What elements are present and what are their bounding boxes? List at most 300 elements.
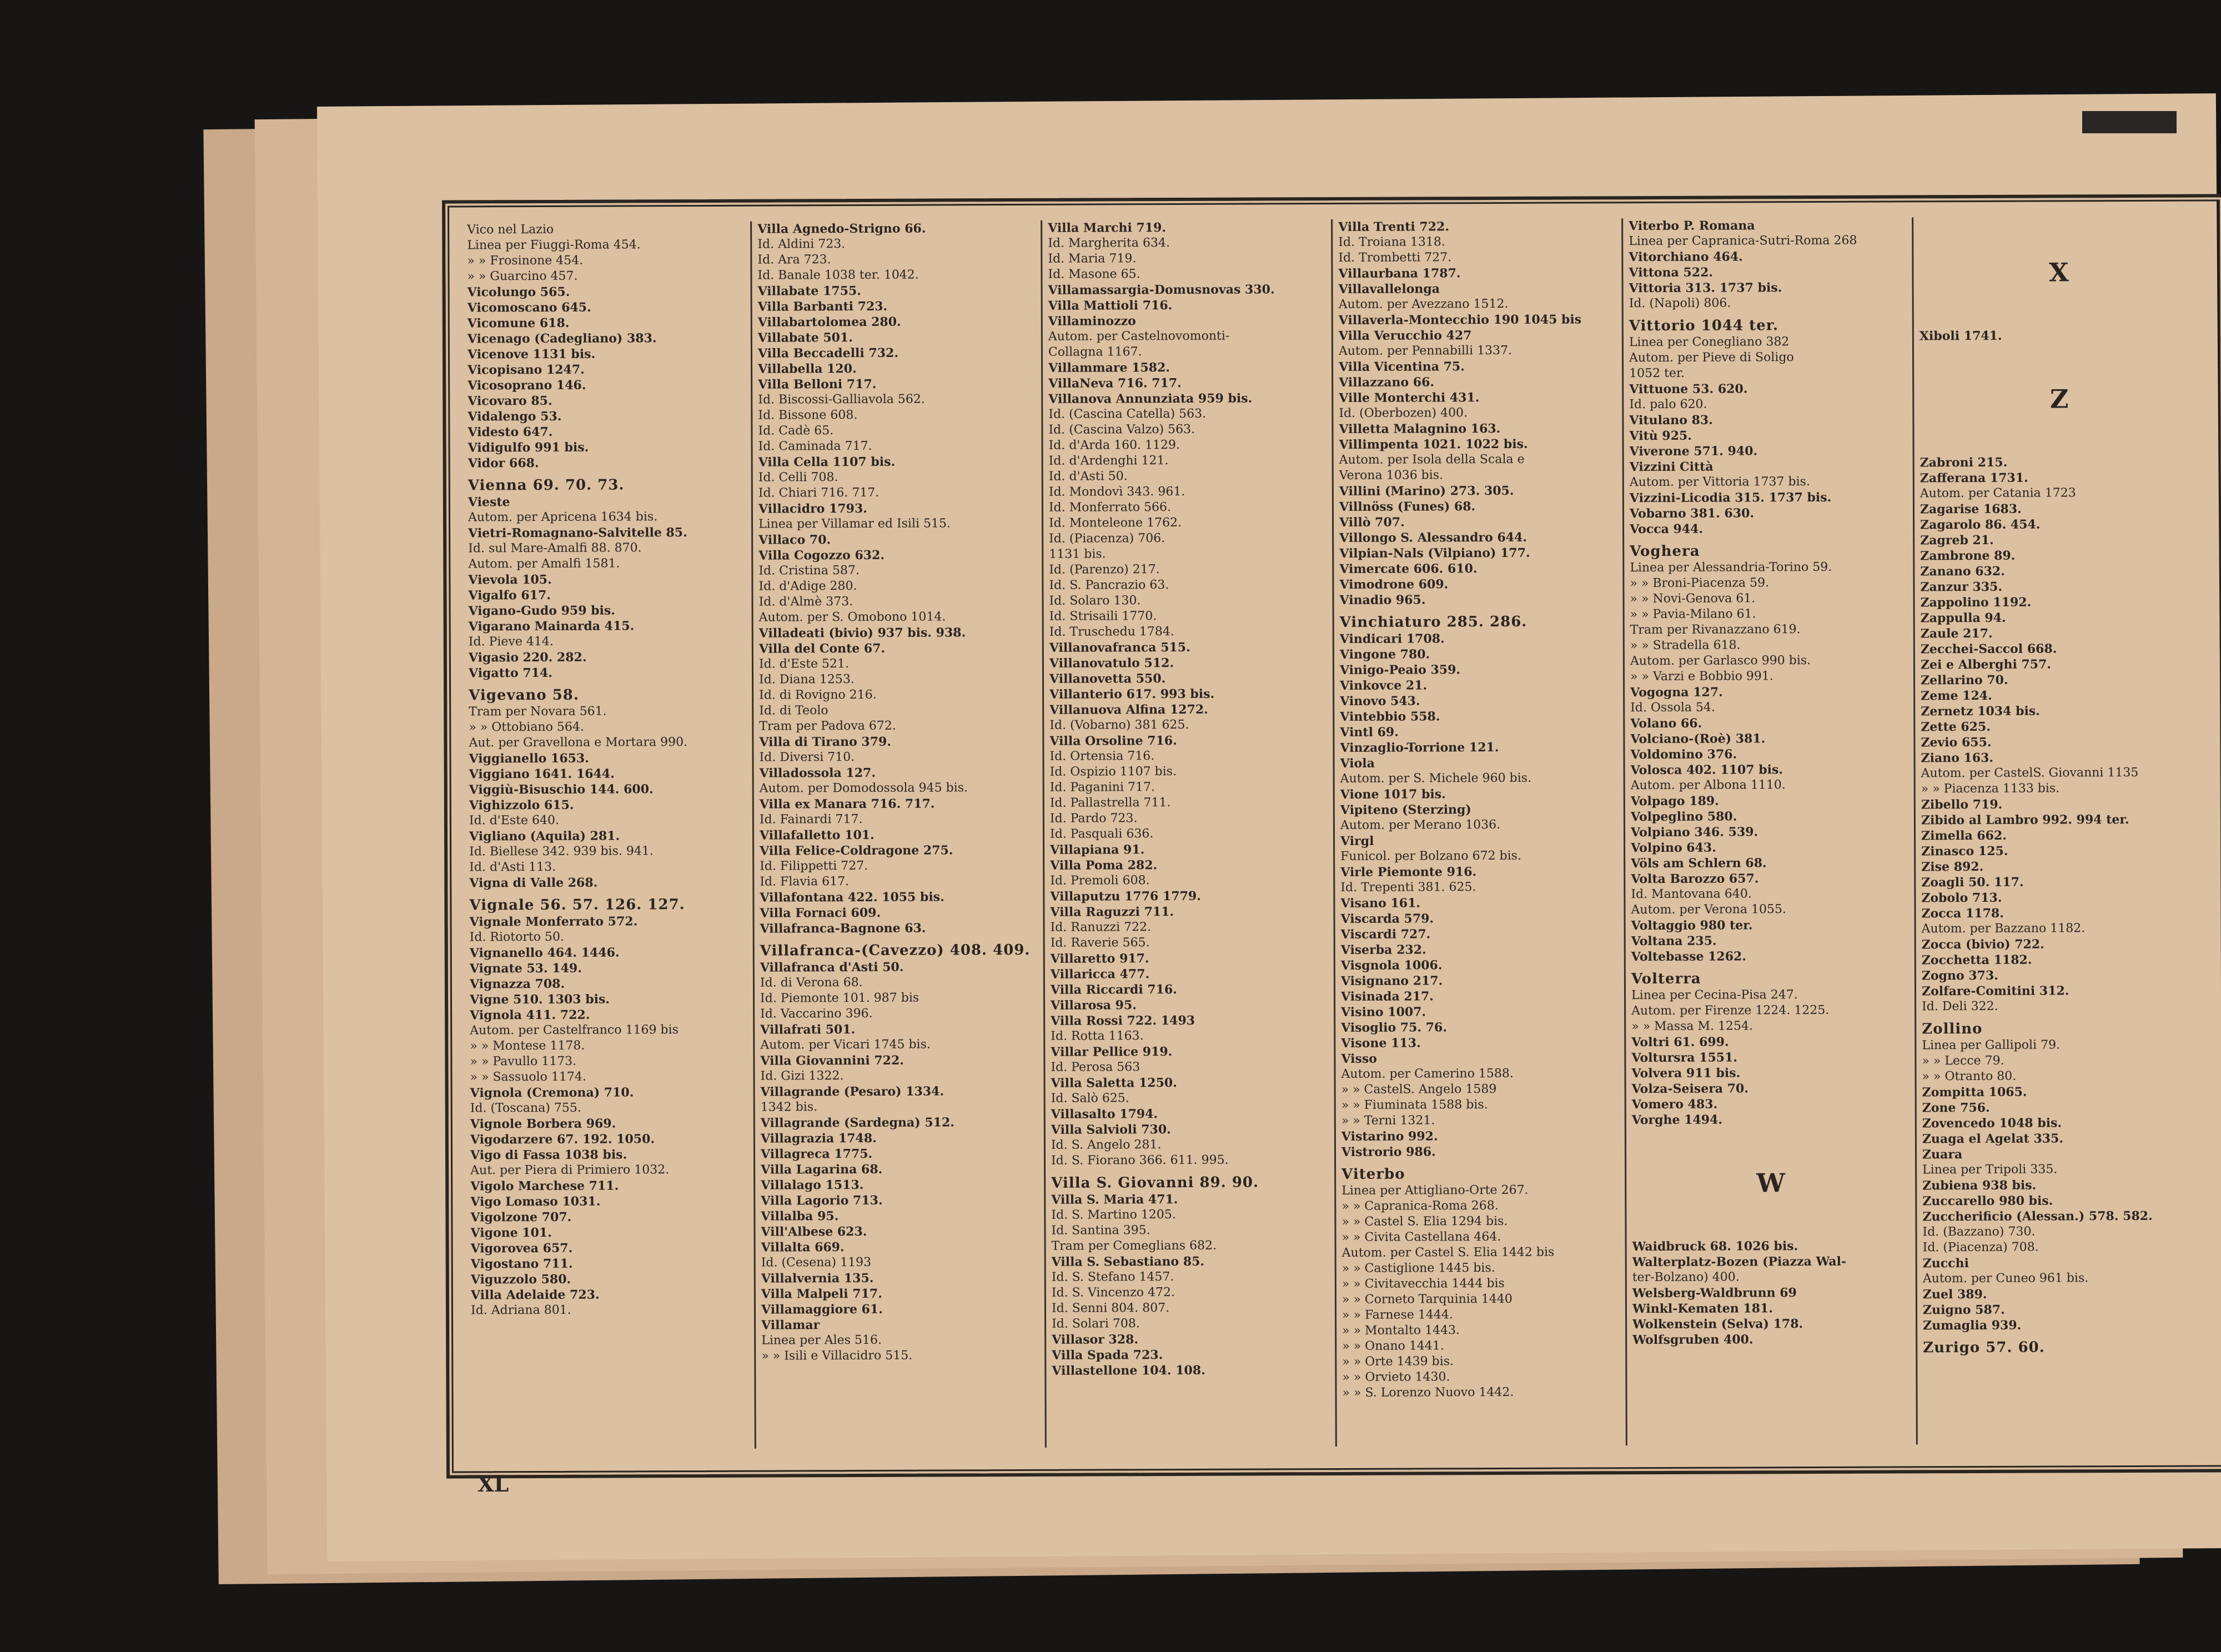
index-entry: Villa Giovannini 722.	[760, 1053, 904, 1068]
index-entry: Id. (Oberbozen) 400.	[1339, 406, 1468, 420]
index-entry: Villamassargia-Domusnovas 330.	[1048, 282, 1275, 298]
index-entry: » » Pavullo 1173.	[470, 1054, 577, 1069]
index-entry: Villanova Annunziata 959 bis.	[1048, 391, 1253, 406]
index-entry: » » Castiglione 1445 bis.	[1341, 1261, 1495, 1276]
index-entry: Autom. per Cuneo 961 bis.	[1922, 1271, 2089, 1286]
index-heading: Vienna 69. 70. 73.	[468, 476, 625, 494]
index-entry: Id. (Piacenza) 708.	[1922, 1240, 2039, 1255]
index-entry: Villaretto 917.	[1050, 951, 1149, 966]
index-entry: Vogogna 127.	[1630, 685, 1723, 700]
index-entry: Villa Trenti 722.	[1338, 219, 1450, 234]
page-number: XL	[478, 1472, 509, 1497]
index-entry: Autom. per Vicari 1745 bis.	[760, 1037, 931, 1052]
index-entry: Visgnola 1006.	[1340, 958, 1443, 973]
index-entry: Villanovafranca 515.	[1049, 640, 1190, 655]
index-entry: Vill'Albese 623.	[761, 1224, 867, 1239]
index-entry: Vigatto 714.	[468, 665, 552, 681]
index-entry: Volpeglino 580.	[1630, 809, 1737, 825]
index-entry: Zibido al Lambro 992. 994 ter.	[1921, 812, 2129, 828]
index-entry: Vignola 411. 722.	[470, 1007, 590, 1023]
index-entry: Vipiteno (Sterzing)	[1340, 802, 1471, 817]
index-entry: Vitù 925.	[1629, 428, 1692, 444]
index-entry: Villaputzu 1776 1779.	[1050, 888, 1201, 904]
index-entry: Id. Ranuzzi 722.	[1050, 920, 1152, 935]
index-entry: Vignate 53. 149.	[469, 961, 582, 976]
index-entry: » » Fiuminata 1588 bis.	[1341, 1098, 1488, 1112]
index-entry: Id. Masone 65.	[1048, 267, 1140, 282]
index-entry: » » Sassuolo 1174.	[470, 1069, 586, 1084]
index-entry: Volano 66.	[1630, 716, 1702, 731]
index-entry: Autom. per S. Michele 960 bis.	[1340, 771, 1532, 786]
index-entry: Voltursra 1551.	[1631, 1050, 1738, 1066]
index-entry: Villa Spada 723.	[1052, 1348, 1163, 1363]
index-entry: Id. Deli 322.	[1922, 999, 1998, 1014]
index-entry: Id. d'Almè 373.	[758, 595, 853, 609]
index-entry: Villa Salvioli 730.	[1051, 1122, 1171, 1137]
index-entry: Vintebbio 558.	[1340, 709, 1440, 724]
index-entry: Villa Adelaide 723.	[470, 1287, 600, 1303]
index-entry: Villapiana 91.	[1050, 842, 1145, 857]
index-entry: » » Isili e Villacidro 515.	[761, 1348, 913, 1363]
index-entry: Villadossola 127.	[759, 765, 876, 781]
index-entry: Vimodrone 609.	[1339, 577, 1449, 592]
index-entry: Id. Adriana 801.	[470, 1303, 571, 1318]
index-entry: Autom. per Pieve di Soligo	[1629, 350, 1794, 365]
index-entry: Id. (Cesena) 1193	[761, 1255, 872, 1270]
index-entry: Id. palo 620.	[1629, 397, 1707, 412]
index-entry: Id. Aldini 723.	[757, 237, 846, 252]
index-entry: Villammare 1582.	[1048, 360, 1170, 375]
index-entry: Vigliano (Aquila) 281.	[469, 828, 620, 844]
index-entry: Aut. per Gravellona e Mortara 990.	[469, 735, 688, 750]
index-entry: Id. Monteleone 1762.	[1049, 515, 1182, 530]
index-entry: Id. Mantovana 640.	[1631, 887, 1752, 902]
index-entry: Vicosoprano 146.	[468, 378, 586, 393]
index-entry: Welsberg-Waldbrunn 69	[1632, 1286, 1797, 1301]
index-entry: Linea per Alessandria-Torino 59.	[1630, 560, 1832, 575]
index-entry: Zuel 389.	[1922, 1287, 1987, 1302]
index-entry: Id. di Teolo	[759, 704, 828, 718]
index-entry: » » Massa M. 1254.	[1631, 1019, 1753, 1034]
index-entry: Viggiù-Bisuschio 144. 600.	[469, 782, 654, 797]
index-entry: Id. (Parenzo) 217.	[1049, 563, 1160, 577]
index-entry: Id. Salò 625.	[1051, 1091, 1129, 1106]
index-entry: Völs am Schlern 68.	[1631, 856, 1767, 871]
index-entry: Id. Ara 723.	[757, 253, 831, 267]
index-entry: Id. Pasquali 636.	[1049, 827, 1154, 841]
index-entry: Volpino 643.	[1631, 840, 1716, 856]
index-heading: Vittorio 1044 ter.	[1629, 317, 1779, 335]
index-entry: Id. d'Asti 113.	[469, 860, 556, 875]
index-entry: Id. Diana 1253.	[758, 672, 855, 687]
index-entry: Id. di Rovigno 216.	[759, 687, 877, 702]
index-entry: Zafferana 1731.	[1919, 470, 2028, 486]
index-entry: » » Civita Castellana 464.	[1341, 1229, 1501, 1244]
index-entry: Id. d'Asti 50.	[1048, 469, 1128, 484]
index-entry: Id. Gizi 1322.	[760, 1069, 844, 1083]
index-entry: » » Montalto 1443.	[1342, 1323, 1460, 1338]
index-entry: Villadeati (bivio) 937 bis. 938.	[758, 625, 966, 641]
index-entry: Tram per Comeglians 682.	[1051, 1238, 1217, 1253]
index-entry: » » Ottobiano 564.	[469, 720, 584, 735]
index-entry: Zanzur 335.	[1920, 579, 2003, 595]
index-entry: » » Farnese 1444.	[1341, 1308, 1453, 1322]
index-heading: Viterbo	[1341, 1166, 1405, 1183]
index-heading: Voghera	[1630, 543, 1700, 560]
index-entry: Id. d'Ardenghi 121.	[1048, 454, 1169, 468]
index-entry: Villnöss (Funes) 68.	[1339, 499, 1476, 514]
index-entry: Villarosa 95.	[1051, 998, 1137, 1013]
index-entry: Vigne 510. 1303 bis.	[469, 992, 610, 1007]
index-entry: Id. Vaccarino 396.	[760, 1006, 873, 1021]
index-entry: Villanterio 617. 993 bis.	[1049, 686, 1215, 702]
index-entry: Villa Fornaci 609.	[760, 905, 881, 921]
index-entry: Id. Biellese 342. 939 bis. 941.	[469, 844, 654, 859]
index-entry: Villastellone 104. 108.	[1052, 1363, 1205, 1378]
index-entry: Zambrone 89.	[1920, 548, 2016, 564]
index-entry: Vocca 944.	[1630, 521, 1704, 537]
index-entry: Zagarolo 86. 454.	[1920, 517, 2041, 533]
index-entry: Villafalletto 101.	[759, 827, 875, 843]
index-entry: Voltaggio 980 ter.	[1631, 918, 1753, 933]
index-entry: Vingone 780.	[1339, 647, 1430, 662]
index-entry: Id. Cadè 65.	[758, 424, 834, 438]
index-entry: Villa Riccardi 716.	[1050, 982, 1177, 997]
index-entry: Villini (Marino) 273. 305.	[1339, 483, 1514, 499]
index-entry: Ville Monterchi 431.	[1339, 390, 1480, 405]
index-entry: Id. Filippetti 727.	[760, 858, 868, 873]
index-entry: Villa S. Maria 471.	[1051, 1192, 1178, 1207]
index-heading: Vinchiaturo 285. 286.	[1339, 613, 1527, 631]
index-entry: » » Frosinone 454.	[467, 253, 584, 268]
index-entry: Visone 113.	[1341, 1036, 1421, 1051]
index-heading: Volterra	[1631, 970, 1701, 988]
index-entry: Villa Orsoline 716.	[1049, 733, 1177, 749]
index-entry: Id. Riotorto 50.	[469, 930, 564, 945]
index-entry: Villa ex Manara 716. 717.	[759, 796, 935, 812]
index-columns	[461, 217, 2209, 1450]
index-column-5	[1623, 217, 1918, 1445]
index-entry: Autom. per S. Omobono 1014.	[758, 610, 946, 625]
index-entry: Villa Malpeli 717.	[761, 1286, 882, 1302]
index-entry: Viguzzolo 580.	[470, 1272, 571, 1287]
index-entry: Villa Barbanti 723.	[757, 299, 888, 314]
index-entry: Villalta 669.	[761, 1240, 845, 1255]
index-heading: Vigevano 58.	[469, 686, 579, 704]
index-entry: Vobarno 381. 630.	[1629, 506, 1755, 521]
index-entry: Villa Rossi 722. 1493	[1051, 1013, 1195, 1028]
index-entry: Visino 1007.	[1341, 1005, 1426, 1020]
index-entry: Id. S. Martino 1205.	[1051, 1208, 1176, 1222]
index-entry: Voldomino 376.	[1630, 747, 1737, 762]
index-entry: Autom. per CastelS. Giovanni 1135	[1921, 765, 2139, 781]
index-entry: Volpago 189.	[1630, 794, 1719, 809]
index-entry: Zibello 719.	[1921, 797, 2003, 812]
index-entry: Voltri 61. 699.	[1631, 1035, 1729, 1050]
index-entry: Id. S. Pancrazio 63.	[1049, 578, 1169, 592]
index-entry: Autom. per Isola della Scala e	[1339, 452, 1525, 467]
index-entry: Villa Raguzzi 711.	[1050, 905, 1174, 920]
index-entry: Villaverla-Montecchio 190 1045 bis	[1338, 312, 1582, 328]
index-entry: Vico nel Lazio	[467, 222, 554, 237]
index-entry: Viserba 232.	[1340, 942, 1426, 957]
index-entry: Id. d'Este 640.	[469, 813, 560, 828]
index-entry: Vignazza 708.	[469, 976, 565, 992]
index-entry: Id. (Piacenza) 706.	[1049, 531, 1165, 546]
index-entry: Linea per Capranica-Sutri-Roma 268	[1629, 233, 1857, 249]
index-entry: Autom. per Castel S. Elia 1442 bis	[1341, 1245, 1555, 1260]
index-entry: Id. Fainardi 717.	[759, 812, 863, 827]
index-entry: Zecchei-Saccol 668.	[1920, 641, 2057, 657]
index-entry: Zette 625.	[1921, 719, 1991, 735]
index-entry: Id. Monferrato 566.	[1048, 500, 1172, 515]
index-entry: Villar Pellice 919.	[1051, 1045, 1173, 1060]
index-entry: » » Pavia-Milano 61.	[1630, 607, 1756, 622]
index-entry: Zise 892.	[1921, 859, 1984, 875]
index-entry: Id. Solaro 130.	[1049, 594, 1141, 608]
index-entry: Villa S. Sebastiano 85.	[1051, 1254, 1205, 1269]
index-entry: Tram per Rivanazzano 619.	[1630, 622, 1801, 637]
index-entry: Id. Piemonte 101. 987 bis	[760, 991, 919, 1006]
index-entry: Id. d'Este 521.	[758, 657, 850, 671]
index-entry: 1342 bis.	[760, 1100, 818, 1114]
index-entry: Zovencedo 1048 bis.	[1922, 1116, 2062, 1131]
index-entry: Virle Piemonte 916.	[1340, 865, 1477, 880]
index-entry: Linea per Cecina-Pisa 247.	[1631, 988, 1798, 1003]
index-entry: Linea per Gallipoli 79.	[1922, 1038, 2061, 1053]
index-entry: Id. d'Arda 160. 1129.	[1048, 438, 1180, 453]
index-entry: Virgl	[1340, 833, 1374, 848]
index-entry: Vighizzolo 615.	[469, 797, 574, 813]
index-entry: Villongo S. Alessandro 644.	[1339, 530, 1527, 545]
index-entry: Id. (Cascina Catella) 563.	[1048, 406, 1207, 421]
index-entry: Zocca (bivio) 722.	[1921, 937, 2044, 952]
index-entry: Autom. per Pennabilli 1337.	[1338, 343, 1513, 358]
index-entry: » » Stradella 618.	[1630, 638, 1741, 653]
index-entry: Villa di Tirano 379.	[759, 734, 892, 750]
index-heading: Zollino	[1922, 1020, 1983, 1038]
index-entry: Vistarino 992.	[1341, 1129, 1438, 1144]
index-entry: Zumaglia 939.	[1923, 1318, 2022, 1333]
index-entry: Zimella 662.	[1921, 828, 2007, 843]
index-entry: Vidor 668.	[468, 456, 539, 471]
index-entry: Vicomoscano 645.	[467, 300, 591, 315]
section-letter: X	[2049, 257, 2069, 288]
index-entry: Walterplatz-Bozen (Piazza Wal-	[1632, 1254, 1847, 1270]
index-entry: Zompitta 1065.	[1922, 1084, 2027, 1100]
index-entry: Villa Lagarina 68.	[761, 1162, 883, 1177]
index-entry: Vigarano Mainarda 415.	[468, 619, 635, 634]
index-entry: Villa Agnedo-Strigno 66.	[757, 221, 926, 237]
index-entry: Id. Pardo 723.	[1049, 811, 1138, 826]
index-entry: Autom. per Merano 1036.	[1340, 817, 1501, 832]
index-entry: Vittuone 53. 620.	[1629, 381, 1748, 397]
index-entry: Zolfare-Comitini 312.	[1921, 983, 2069, 999]
index-entry: Id. Biscossi-Galliavola 562.	[758, 392, 925, 407]
index-entry: Videsto 647.	[468, 424, 553, 440]
index-entry: Vidigulfo 991 bis.	[468, 440, 589, 455]
index-entry: Id. Mondovì 343. 961.	[1048, 484, 1185, 499]
index-entry: Funicol. per Bolzano 672 bis.	[1340, 848, 1521, 863]
index-entry: Villabartolomea 280.	[757, 314, 901, 330]
index-entry: Villalvernia 135.	[761, 1271, 874, 1286]
index-entry: Autom. per Catania 1723	[1919, 486, 2076, 501]
index-entry: Vittoria 313. 1737 bis.	[1629, 280, 1782, 296]
index-entry: » » S. Lorenzo Nuovo 1442.	[1342, 1385, 1514, 1400]
index-entry: Villanuova Alfina 1272.	[1049, 702, 1208, 717]
index-entry: Id. Cristina 587.	[758, 563, 860, 578]
index-entry: Zuaga el Agelat 335.	[1922, 1131, 2064, 1147]
index-entry: Voltebasse 1262.	[1631, 949, 1747, 965]
index-entry: Vietri-Romagnano-Salvitelle 85.	[468, 525, 687, 541]
index-entry: Villasor 328.	[1052, 1332, 1139, 1347]
index-entry: Zaule 217.	[1920, 626, 1993, 641]
index-entry: Id. (Toscana) 755.	[470, 1101, 581, 1116]
index-entry: Villagreca 1775.	[760, 1146, 873, 1162]
index-entry: Villanovatulo 512.	[1049, 656, 1174, 671]
index-column-6	[1913, 217, 2208, 1445]
index-entry: Viola	[1340, 756, 1375, 771]
index-entry: Viscardi 727.	[1340, 927, 1431, 942]
index-heading: Villa S. Giovanni 89. 90.	[1051, 1174, 1259, 1192]
index-entry: Vitorchiano 464.	[1629, 249, 1743, 265]
index-entry: Volvera 911 bis.	[1631, 1066, 1741, 1081]
index-entry: Aut. per Piera di Primiero 1032.	[470, 1163, 670, 1178]
index-entry: Villafontana 422. 1055 bis.	[760, 890, 944, 905]
index-entry: Villalba 95.	[761, 1209, 839, 1224]
index-entry: Vimercate 606. 610.	[1339, 561, 1478, 576]
index-entry: Villaco 70.	[758, 533, 831, 548]
index-entry: Villacidro 1793.	[758, 501, 867, 516]
index-entry: Zuigno 587.	[1922, 1302, 2005, 1318]
index-entry: Vittona 522.	[1629, 265, 1714, 280]
index-entry: Wolfsgruben 400.	[1632, 1332, 1753, 1348]
index-entry: Autom. per Avezzano 1512.	[1338, 297, 1509, 312]
index-entry: Villaminozzo	[1048, 314, 1136, 329]
index-entry: Zellarino 70.	[1921, 672, 2008, 688]
index-entry: Villa Poma 282.	[1050, 858, 1158, 873]
index-entry: Vizzini Città	[1629, 459, 1714, 475]
index-entry: » » Civitavecchia 1444 bis	[1341, 1276, 1505, 1291]
index-entry: Zocca 1178.	[1921, 906, 2004, 921]
index-entry: Zuccherificio (Alessan.) 578. 582.	[1922, 1208, 2153, 1224]
section-letter: Z	[2049, 384, 2069, 414]
index-entry: Vignole Borbera 969.	[470, 1116, 616, 1132]
index-entry: Vione 1017 bis.	[1340, 787, 1446, 802]
index-entry: Zagreb 21.	[1920, 533, 1994, 548]
index-entry: Id. Maria 719.	[1048, 252, 1137, 266]
index-entry: Autom. per Camerino 1588.	[1341, 1066, 1514, 1081]
index-entry: Id. Ortensia 716.	[1049, 749, 1155, 764]
index-entry: Viggianello 1653.	[469, 751, 589, 766]
index-entry: Linea per Villamar ed Isili 515.	[758, 516, 951, 531]
index-entry: Id. Ospizio 1107 bis.	[1049, 764, 1177, 779]
index-entry: Zernetz 1034 bis.	[1921, 704, 2040, 719]
index-entry: Vigone 101.	[470, 1225, 552, 1241]
index-entry: Villa Lagorio 713.	[761, 1193, 883, 1208]
index-entry: Tram per Novara 561.	[469, 704, 607, 719]
index-entry: Villavallelonga	[1338, 282, 1440, 297]
index-entry: Id. Paganini 717.	[1049, 780, 1155, 795]
index-entry: » » Terni 1321.	[1341, 1113, 1435, 1128]
index-entry: » » Novi-Genova 61.	[1630, 591, 1756, 606]
index-entry: Vicenago (Cadegliano) 383.	[467, 331, 657, 347]
index-entry: Id. Senni 804. 807.	[1051, 1301, 1170, 1315]
index-entry: » » Varzi e Bobbio 991.	[1630, 669, 1773, 684]
index-entry: Id. (Bazzano) 730.	[1922, 1224, 2036, 1239]
index-entry: Villazzano 66.	[1339, 375, 1435, 390]
index-entry: Id. (Vobarno) 381 625.	[1049, 717, 1189, 732]
index-entry: Zevio 655.	[1921, 735, 1992, 750]
index-entry: Autom. per Castelfranco 1169 bis	[470, 1023, 679, 1038]
index-entry: Id. Strisaili 1770.	[1049, 609, 1157, 624]
index-entry: Linea per Tripoli 335.	[1922, 1162, 2058, 1177]
index-entry: Villa del Conte 67.	[758, 641, 886, 656]
index-entry: Autom. per Castelnovomonti-	[1048, 329, 1230, 344]
index-entry: Volpiano 346. 539.	[1630, 825, 1758, 840]
index-entry: Villafrati 501.	[760, 1022, 856, 1037]
index-entry: Zappulla 94.	[1920, 610, 2006, 626]
index-entry: Villa Verucchio 427	[1338, 328, 1472, 343]
index-entry: Collagna 1167.	[1048, 345, 1142, 359]
index-entry: Viggiano 1641. 1644.	[469, 766, 615, 782]
index-entry: 1131 bis.	[1049, 547, 1106, 561]
index-entry: » » Orvieto 1430.	[1342, 1370, 1450, 1384]
index-entry: Id. Bissone 608.	[758, 408, 858, 423]
index-column-4	[1333, 218, 1627, 1447]
index-entry: Id. Pieve 414.	[468, 634, 554, 649]
index-entry: Id. (Cascina Valzo) 563.	[1048, 422, 1195, 437]
index-entry: Id. di Verona 68.	[760, 975, 863, 990]
index-entry: Vigano-Gudo 959 bis.	[468, 603, 615, 619]
index-entry: Autom. per Domodossola 945 bis.	[759, 781, 968, 796]
index-entry: Autom. per Garlasco 990 bis.	[1630, 654, 1811, 669]
index-entry: Zinasco 125.	[1921, 843, 2008, 859]
index-entry: Villa Marchi 719.	[1048, 220, 1167, 235]
index-entry: Viverone 571. 940.	[1629, 444, 1758, 459]
index-entry: Id. Flavia 617.	[760, 875, 850, 889]
index-entry: Vinovo 543.	[1340, 694, 1420, 709]
index-entry: Autom. per Apricena 1634 bis.	[468, 510, 658, 525]
index-entry: VillaNeva 716. 717.	[1048, 375, 1182, 391]
index-entry: Linea per Conegliano 382	[1629, 335, 1790, 350]
index-entry: Autom. per Vittoria 1737 bis.	[1629, 475, 1810, 490]
index-entry: Volciano-(Roè) 381.	[1630, 731, 1766, 747]
index-entry: » » Capranica-Roma 268.	[1341, 1198, 1499, 1213]
index-entry: Villanovetta 550.	[1049, 671, 1166, 686]
index-entry: Volza-Seisera 70.	[1631, 1081, 1749, 1097]
index-entry: Id. S. Fiorano 366. 611. 995.	[1051, 1153, 1229, 1168]
index-entry: Linea per Attigliano-Orte 267.	[1341, 1183, 1529, 1198]
index-entry: Volosca 402. 1107 bis.	[1630, 762, 1783, 778]
index-entry: Id. d'Adige 280.	[758, 579, 857, 594]
index-entry: Zoagli 50. 117.	[1921, 875, 2024, 890]
index-entry: » » Piacenza 1133 bis.	[1921, 781, 2060, 796]
index-entry: Id. (Napoli) 806.	[1629, 296, 1731, 311]
index-entry: Villagrande (Sardegna) 512.	[760, 1115, 954, 1131]
index-entry: Xiboli 1741.	[1919, 328, 2002, 344]
index-entry: Vinkovce 21.	[1340, 678, 1428, 693]
index-entry: Verona 1036 bis.	[1339, 468, 1444, 483]
index-entry: Vignanello 464. 1446.	[469, 945, 620, 961]
index-entry: » » Montese 1178.	[470, 1038, 585, 1053]
section-letter: W	[1756, 1168, 1786, 1198]
index-entry: Id. S. Angelo 281.	[1051, 1138, 1162, 1152]
index-entry: Id. Premoli 608.	[1050, 873, 1150, 888]
index-entry: » » Castel S. Elia 1294 bis.	[1341, 1214, 1508, 1229]
index-entry: Id. Trepenti 381. 625.	[1340, 880, 1476, 895]
index-entry: Id. Trombetti 727.	[1338, 250, 1452, 265]
